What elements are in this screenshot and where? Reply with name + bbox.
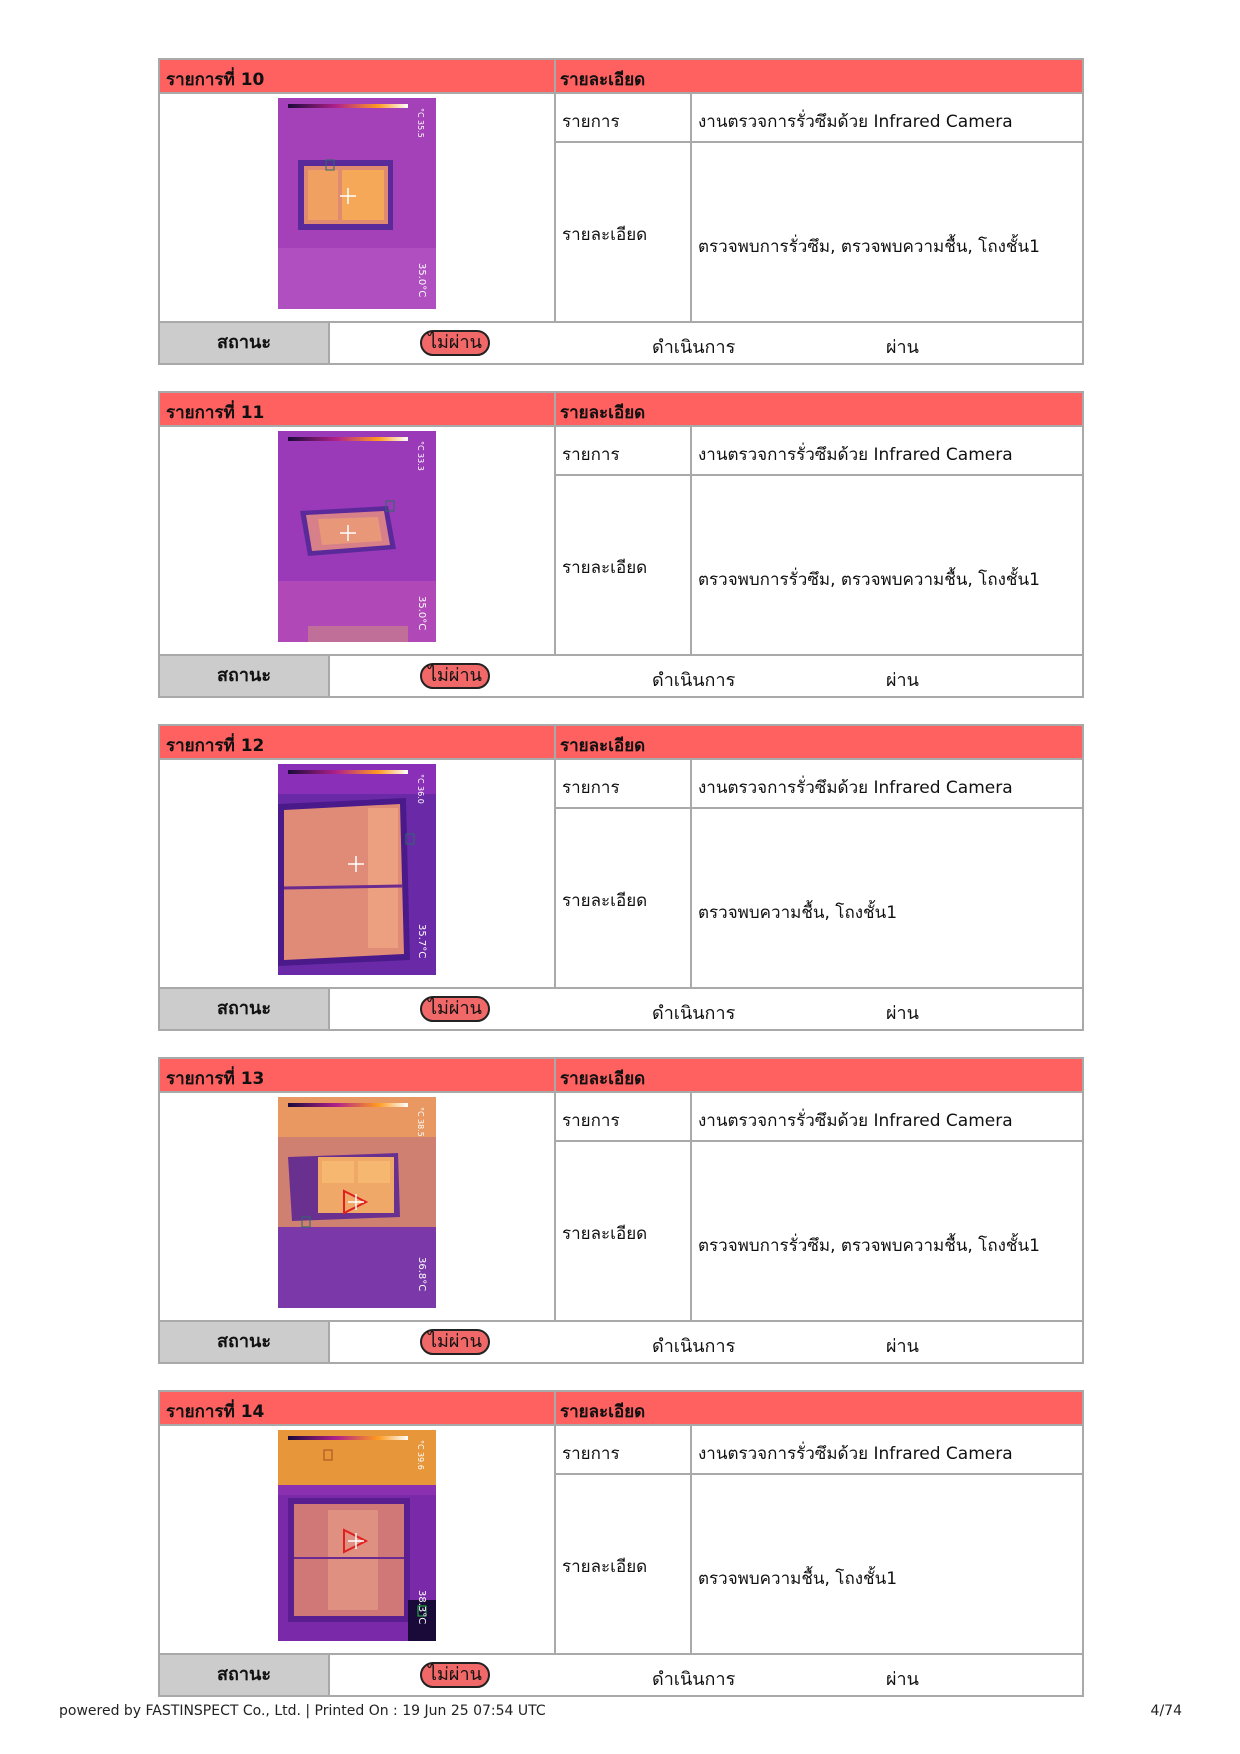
thermal-image[interactable]	[278, 1430, 436, 1641]
card-header	[160, 1059, 1082, 1093]
detail-header: รายละเอียด	[560, 1069, 646, 1089]
thermal-center-temp: 35.0°C	[416, 263, 427, 298]
thermal-scale-max: 33.3	[416, 453, 425, 471]
status-label: สถานะ	[160, 989, 330, 1029]
detail-label: รายละเอียด	[562, 558, 648, 578]
status-in-progress[interactable]: ดำเนินการ	[652, 337, 736, 358]
thermal-image[interactable]	[278, 98, 436, 309]
status-pass[interactable]: ผ่าน	[886, 1669, 919, 1690]
page-number: 4/74	[1150, 1703, 1182, 1719]
item-value: งานตรวจการรั่วซึมด้วย Infrared Camera	[698, 112, 1013, 132]
status-fail-badge[interactable]: ไม่ผ่าน	[420, 1329, 490, 1355]
thermal-scale-max: 38.5	[416, 1119, 425, 1137]
detail-value: ตรวจพบการรั่วซึม, ตรวจพบความชื้น, โถงชั้น1	[698, 237, 1040, 257]
image-cell	[160, 427, 556, 654]
status-row	[160, 987, 1082, 1029]
card-header	[160, 393, 1082, 427]
detail-header: รายละเอียด	[560, 1402, 646, 1422]
thermal-image[interactable]	[278, 1097, 436, 1308]
status-in-progress[interactable]: ดำเนินการ	[652, 1669, 736, 1690]
thermal-center-temp: 36.8°C	[416, 1257, 427, 1292]
status-row	[160, 654, 1082, 696]
thermal-image[interactable]	[278, 431, 436, 642]
thermal-scale-max: 35.5	[416, 120, 425, 138]
card-header	[160, 1392, 1082, 1426]
status-label: สถานะ	[160, 656, 330, 696]
detail-label: รายละเอียด	[562, 1557, 648, 1577]
inspection-card-11	[158, 391, 1084, 698]
status-pass[interactable]: ผ่าน	[886, 1336, 919, 1357]
status-pass[interactable]: ผ่าน	[886, 337, 919, 358]
thermal-center-temp: 35.0°C	[416, 596, 427, 631]
status-fail-badge[interactable]: ไม่ผ่าน	[420, 996, 490, 1022]
footer-credit: powered by FASTINSPECT Co., Ltd. | Printed On : 19 Jun 25 07:54 UTC	[59, 1703, 546, 1719]
status-in-progress[interactable]: ดำเนินการ	[652, 1336, 736, 1357]
item-label: รายการ	[562, 1111, 620, 1131]
detail-header: รายละเอียด	[560, 70, 646, 90]
card-header	[160, 726, 1082, 760]
detail-value: ตรวจพบการรั่วซึม, ตรวจพบความชื้น, โถงชั้น1	[698, 570, 1040, 590]
status-fail-badge[interactable]: ไม่ผ่าน	[420, 1662, 490, 1688]
card-title: รายการที่ 14	[166, 1402, 265, 1422]
item-label: รายการ	[562, 445, 620, 465]
card-title: รายการที่ 11	[166, 403, 265, 423]
status-row	[160, 1320, 1082, 1362]
item-label: รายการ	[562, 778, 620, 798]
thermal-scale-max: 39.6	[416, 1452, 425, 1470]
item-value: งานตรวจการรั่วซึมด้วย Infrared Camera	[698, 1111, 1013, 1131]
inspection-card-12	[158, 724, 1084, 1031]
item-label: รายการ	[562, 112, 620, 132]
card-title: รายการที่ 10	[166, 70, 265, 90]
image-cell	[160, 94, 556, 321]
detail-label: รายละเอียด	[562, 1224, 648, 1244]
detail-value: ตรวจพบความชื้น, โถงชั้น1	[698, 1569, 898, 1589]
status-pass[interactable]: ผ่าน	[886, 670, 919, 691]
item-value: งานตรวจการรั่วซึมด้วย Infrared Camera	[698, 778, 1013, 798]
status-row	[160, 1653, 1082, 1695]
detail-header: รายละเอียด	[560, 736, 646, 756]
thermal-unit: °C	[416, 108, 425, 118]
image-cell	[160, 1093, 556, 1320]
thermal-unit: °C	[416, 1107, 425, 1117]
card-title: รายการที่ 12	[166, 736, 265, 756]
thermal-scale-max: 36.0	[416, 786, 425, 804]
status-in-progress[interactable]: ดำเนินการ	[652, 670, 736, 691]
status-label: สถานะ	[160, 1655, 330, 1695]
image-cell	[160, 1426, 556, 1653]
thermal-image[interactable]	[278, 764, 436, 975]
item-value: งานตรวจการรั่วซึมด้วย Infrared Camera	[698, 1444, 1013, 1464]
inspection-card-13	[158, 1057, 1084, 1364]
detail-label: รายละเอียด	[562, 225, 648, 245]
status-label: สถานะ	[160, 323, 330, 363]
image-cell	[160, 760, 556, 987]
detail-value: ตรวจพบการรั่วซึม, ตรวจพบความชื้น, โถงชั้น1	[698, 1236, 1040, 1256]
inspection-card-10	[158, 58, 1084, 365]
inspection-card-14	[158, 1390, 1084, 1697]
card-title: รายการที่ 13	[166, 1069, 265, 1089]
thermal-unit: °C	[416, 774, 425, 784]
item-label: รายการ	[562, 1444, 620, 1464]
status-pass[interactable]: ผ่าน	[886, 1003, 919, 1024]
thermal-unit: °C	[416, 441, 425, 451]
detail-label: รายละเอียด	[562, 891, 648, 911]
status-in-progress[interactable]: ดำเนินการ	[652, 1003, 736, 1024]
detail-value: ตรวจพบความชื้น, โถงชั้น1	[698, 903, 898, 923]
thermal-center-temp: 35.7°C	[416, 924, 427, 959]
detail-header: รายละเอียด	[560, 403, 646, 423]
card-header	[160, 60, 1082, 94]
thermal-center-temp: 38.3°C	[416, 1590, 427, 1625]
status-fail-badge[interactable]: ไม่ผ่าน	[420, 330, 490, 356]
item-value: งานตรวจการรั่วซึมด้วย Infrared Camera	[698, 445, 1013, 465]
thermal-unit: °C	[416, 1440, 425, 1450]
status-row	[160, 321, 1082, 363]
status-label: สถานะ	[160, 1322, 330, 1362]
status-fail-badge[interactable]: ไม่ผ่าน	[420, 663, 490, 689]
